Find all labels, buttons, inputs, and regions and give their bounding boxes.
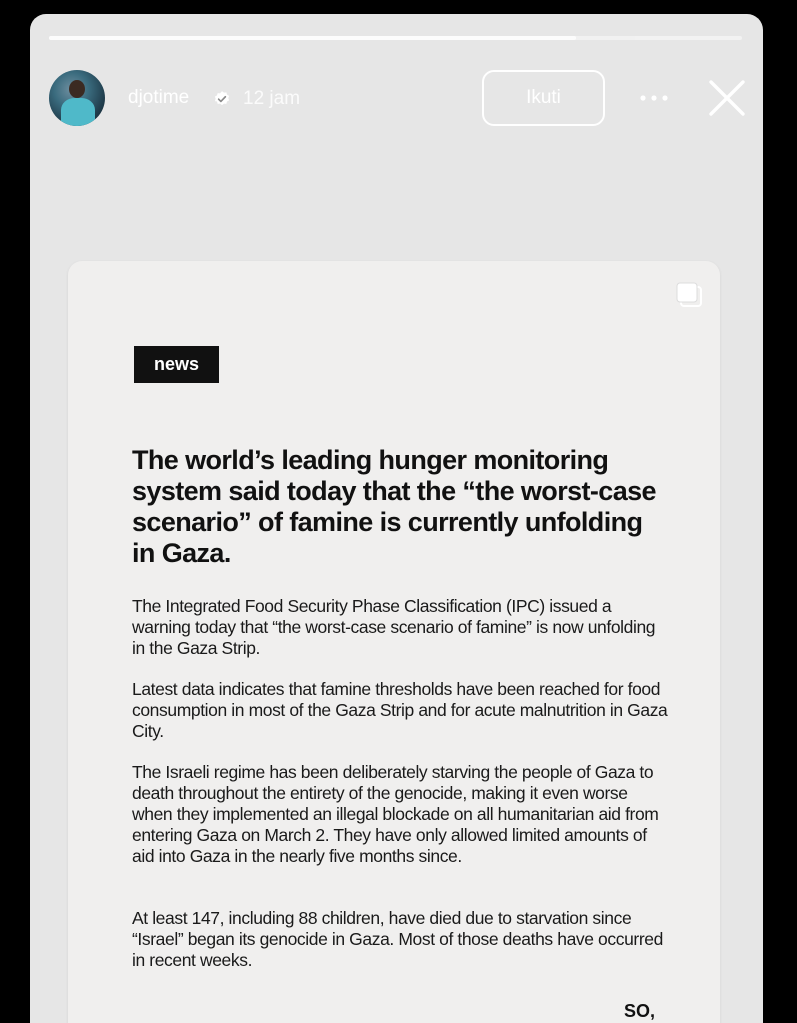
avatar[interactable] (49, 70, 105, 126)
news-tag: news (134, 346, 219, 383)
more-options-icon[interactable] (636, 86, 672, 110)
post-paragraph: Latest data indicates that famine thresholds have been reached for food consumption in most of the Gaza Strip and for acute malnutrition in Gaza City. (132, 679, 668, 741)
follow-button[interactable]: Ikuti (482, 70, 605, 126)
post-paragraph: The Israeli regime has been deliberately starving the people of Gaza to death throughout the entirety of the genocide, making it even worse when they implemented an illegal blockade on all humanitarian aid from entering Gaza on March 2. They have only allowed limited amounts of aid into Gaza in the nearly five months since. (132, 762, 659, 866)
story-progress-fill (49, 36, 576, 40)
continuation-text: SO, (624, 1001, 656, 1021)
post-paragraph: The Integrated Food Security Phase Classification (IPC) issued a warning today that “the worst-case scenario of famine” is now unfolding in the Gaza Strip. (132, 596, 656, 658)
post-timestamp: 12 jam (243, 88, 301, 109)
avatar-head-shape (69, 80, 85, 98)
post-paragraph: At least 147, including 88 children, have died due to starvation since “Israel” began its genocide in Gaza. Most of those deaths have occurred in recent weeks. (132, 908, 663, 970)
shared-post-card[interactable] (68, 261, 720, 1023)
post-headline: The world’s leading hunger monitoring system said today that the “the worst-case scenario” of famine is currently unfolding in Gaza. (132, 445, 656, 568)
close-icon[interactable] (708, 79, 746, 117)
username[interactable]: djotime (128, 87, 190, 108)
story-progress-bar (49, 36, 742, 40)
story-viewer (30, 14, 763, 1023)
verified-badge-icon (213, 90, 231, 108)
carousel-icon (674, 281, 704, 309)
avatar-body-shape (61, 98, 95, 126)
